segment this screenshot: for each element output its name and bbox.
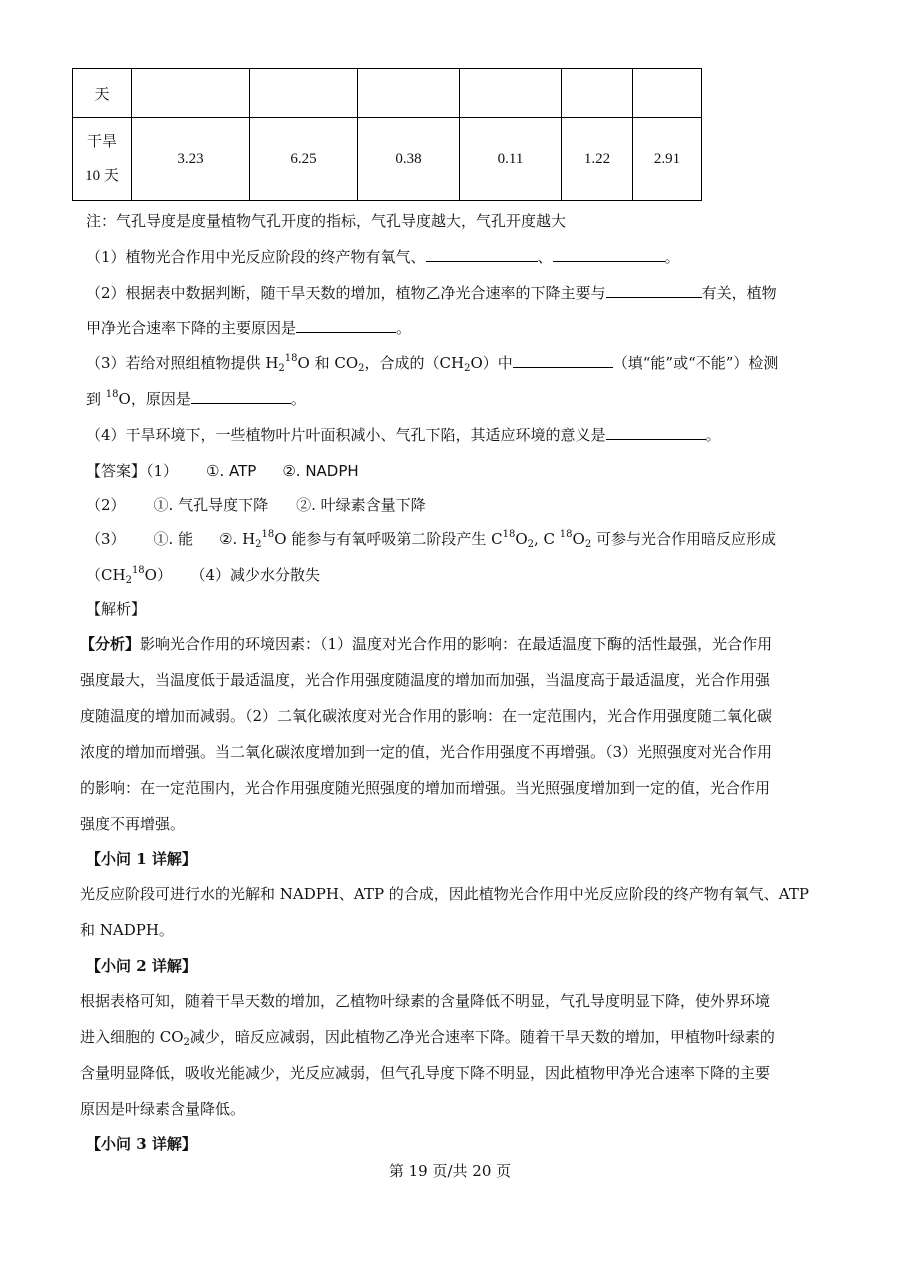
analysis-line: 度随温度的增加而减弱。（2）二氧化碳浓度对光合作用的影响：在一定范围内，光合作用强度随二氧化碳 <box>80 707 773 725</box>
table-cell <box>460 69 562 118</box>
analysis-line: 强度不再增强。 <box>80 815 186 833</box>
table-cell <box>73 118 132 201</box>
section-line: 光反应阶段可进行水的光解和 NADPH、ATP 的合成，因此植物光合作用中光反应阶段的终产物有氧气、ATP <box>80 885 809 903</box>
table-cell: 2.91 <box>633 118 702 201</box>
question-3: （3）若给对照组植物提供 $H_2^{18}O$ 和 $CO_2$，合成的$(CH_2O)$中 （填“能”或“不能”）检测 <box>86 353 779 374</box>
table-cell: 3.23 <box>132 118 250 201</box>
table-cell: 0.11 <box>460 118 562 201</box>
page-footer: 第 19 页/共 20 页 <box>388 1162 512 1180</box>
table-note: 注：气孔导度是度量植物气孔开度的指标，气孔导度越大，气孔开度越大 <box>86 212 567 230</box>
table-row <box>73 118 702 201</box>
row-label: 干旱 <box>86 134 117 150</box>
answer-blank <box>553 247 665 262</box>
data-table <box>72 68 702 201</box>
section-line: 含量明显降低，吸收光能减少，光反应减弱，但气孔导度下降不明显，因此植物甲净光合速率下降的主要 <box>80 1064 771 1082</box>
answer-blank <box>606 425 706 440</box>
table-cell <box>562 69 633 118</box>
section-heading: 【小问 3 详解】 <box>86 1135 197 1153</box>
section-line: 和 NADPH。 <box>80 921 174 939</box>
answer-line-4: $(CH_2^{18}O)$ （4）减少水分散失 <box>86 565 321 586</box>
answer-blank <box>191 389 291 404</box>
table-cell: 6.25 <box>250 118 358 201</box>
question-2-cont: 甲净光合速率下降的主要原因是 。 <box>86 319 412 337</box>
question-4: （4）干旱环境下，一些植物叶片叶面积减小、气孔下陷，其适应环境的意义是 。 <box>86 426 721 444</box>
answer-line-2: （2） ①. 气孔导度下降 ②. 叶绿素含量下降 <box>86 496 426 514</box>
analysis-label: 【解析】 <box>86 600 147 618</box>
answer-line-3: （3） ①. 能 ②. $H_2^{18}O$ 能参与有氧呼吸第二阶段产生 $C^{18}O_2$, C $^{18}O_2$ 可参与光合作用暗反应形成 <box>86 529 776 550</box>
table-cell: 0.38 <box>358 118 460 201</box>
analysis-line: 强度最大，当温度低于最适温度，光合作用强度随温度的增加而加强，当温度高于最适温度，光合作用强 <box>80 671 771 689</box>
section-heading: 【小问 2 详解】 <box>86 957 197 975</box>
analysis-line: 【分析】影响光合作用的环境因素：（1）温度对光合作用的影响：在最适温度下酶的活性最强，光合作用 <box>80 635 773 653</box>
table-cell <box>250 69 358 118</box>
analysis-line: 的影响：在一定范围内，光合作用强度随光照强度的增加而增强。当光照强度增加到一定的值，光合作用 <box>80 779 771 797</box>
analysis-line: 浓度的增加而增强。当二氧化碳浓度增加到一定的值，光合作用强度不再增强。（3）光照强度对光合作用 <box>80 743 773 761</box>
question-1: （1）植物光合作用中光反应阶段的终产物有氧气、 、 。 <box>86 248 680 266</box>
answer-blank <box>426 247 538 262</box>
table-cell: 1.22 <box>562 118 633 201</box>
answer-blank <box>606 283 702 298</box>
row-label: 10 天 <box>85 168 119 184</box>
table-cell: 天 <box>73 69 132 118</box>
table-cell <box>358 69 460 118</box>
answer-line-1: 【答案】（1） ①. ATP ②. NADPH <box>86 462 359 480</box>
section-heading: 【小问 1 详解】 <box>86 850 197 868</box>
section-line: 原因是叶绿素含量降低。 <box>80 1100 246 1118</box>
table-row <box>73 69 702 118</box>
section-line: 进入细胞的 $CO_2$减少，暗反应减弱，因此植物乙净光合速率下降。随着干旱天数的增加，甲植物叶绿素的 <box>80 1028 775 1048</box>
answer-blank <box>296 318 396 333</box>
question-2: （2）根据表中数据判断，随干旱天数的增加，植物乙净光合速率的下降主要与 有关，植物 <box>86 284 777 302</box>
question-3-cont: 到 $^{18}$O，原因是 。 <box>86 389 306 408</box>
table-cell <box>132 69 250 118</box>
table-cell <box>633 69 702 118</box>
answer-blank <box>513 353 613 368</box>
section-line: 根据表格可知，随着干旱天数的增加，乙植物叶绿素的含量降低不明显，气孔导度明显下降，使外界环境 <box>80 992 771 1010</box>
